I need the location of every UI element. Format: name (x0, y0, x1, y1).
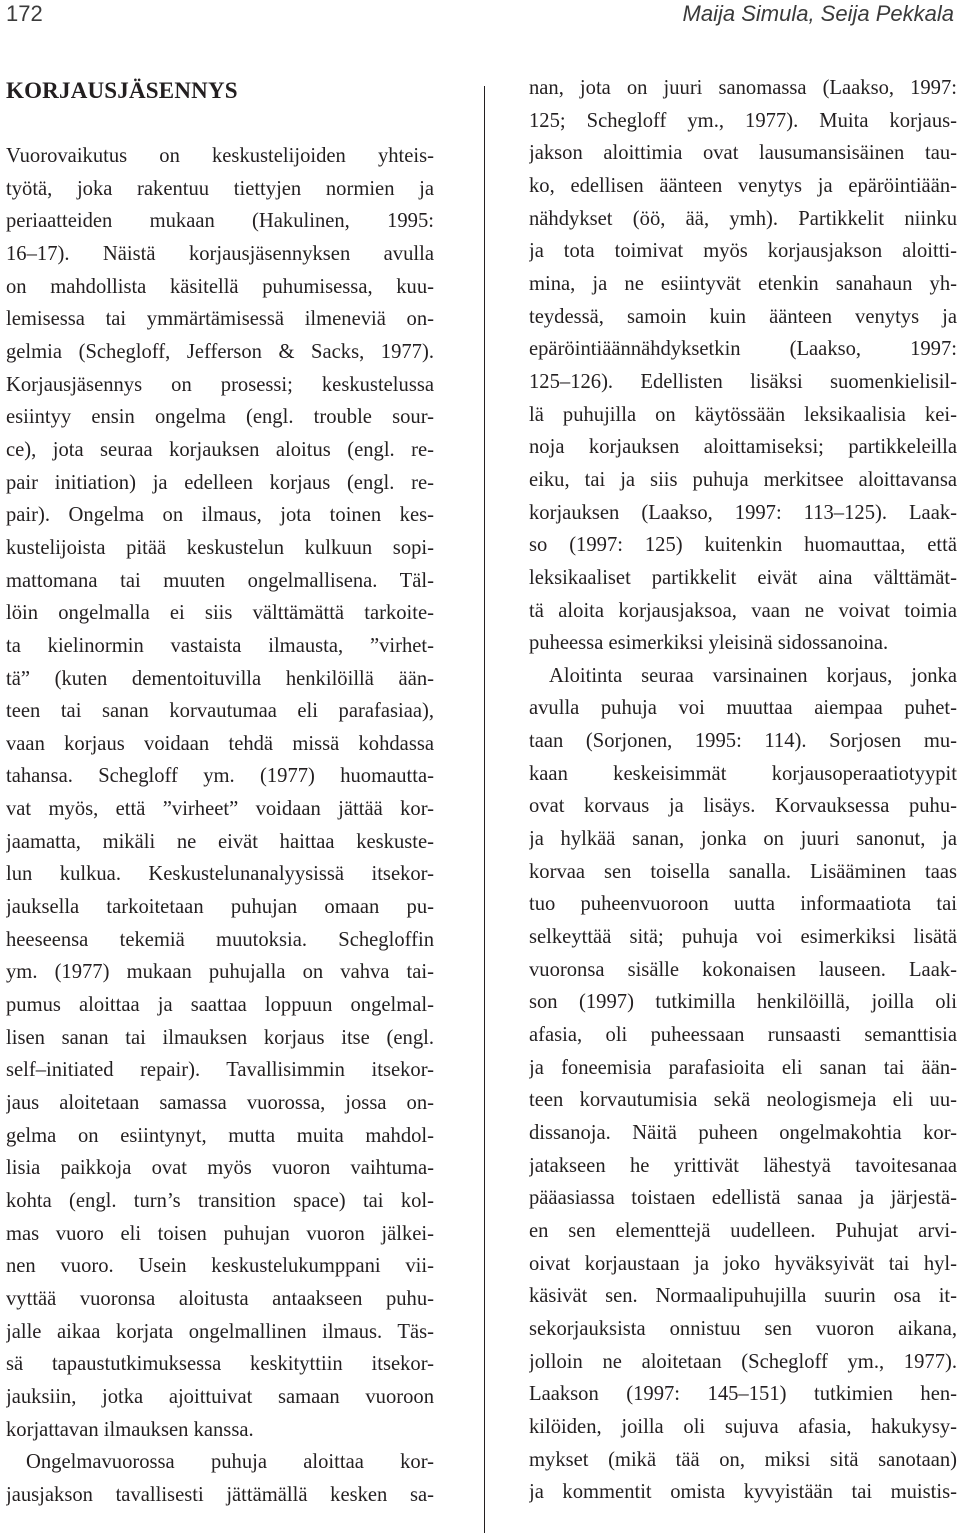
text-line: korjattavan ilmauksen kanssa. (6, 1418, 254, 1441)
text-line: avulla puhuja voi muuttaa aiempaa puhet- (529, 697, 957, 720)
text-line: kaan keskeisimmät korjausoperaatiotyypit (529, 762, 957, 785)
text-line: afasia, oli puheessaan runsaasti semanttisia (529, 1024, 957, 1047)
text-line: Aloitinta seuraa varsinainen korjaus, jonka (549, 664, 957, 687)
text-line: kustelijoista pitää keskustelun kulkuun sopi- (6, 536, 434, 559)
text-line: nähdykset (öö, ää, ymh). Partikkelit niinku (529, 207, 957, 230)
text-line: mattomana tai muuten ongelmallisena. Täl- (6, 569, 434, 592)
text-line: jausjakson tavallisesti jättämällä kesken sa- (6, 1483, 434, 1506)
text-line: Laakson (1997: 145–151) tutkimien hen- (529, 1383, 957, 1406)
text-line: ja foneemisia parafasioita eli sanan tai ään- (529, 1056, 957, 1079)
text-line: eiku, tai ja siis puhuja merkitsee aloittavansa (529, 468, 957, 491)
text-line: esiintyy ensin ongelma (engl. trouble sour- (6, 406, 434, 429)
text-line: self–initiated repair). Tavallisimmin itsekor- (6, 1059, 434, 1082)
text-line: tuo puheenvuoroon uutta informaatiota tai (529, 893, 957, 916)
text-line: ja hylkää sanan, jonka on juuri sanonut, ja (529, 828, 957, 851)
text-line: ovat korvaus ja lisäys. Korvauksessa puhu- (529, 795, 957, 818)
text-line: on mahdollista käsitellä puhumisessa, kuu- (6, 275, 434, 298)
text-line: mina, ja ne esiintyvät etenkin sanahaun yh- (529, 272, 957, 295)
text-line: periaatteiden mukaan (Hakulinen, 1995: (6, 210, 434, 233)
text-line: jolloin ne aloitetaan (Schegloff ym., 1977). (529, 1350, 957, 1373)
text-line: ta kielinormin vastaista ilmausta, ”virhet- (6, 634, 434, 657)
text-line: teen korvautumisia sekä neologismeja eli uu- (529, 1089, 957, 1112)
text-line: 16–17). Näistä korjausjäsennyksen avulla (6, 242, 434, 265)
text-line: korjauksen (Laakso, 1997: 113–125). Laak- (529, 501, 957, 524)
text-line: gelmia (Schegloff, Jefferson & Sacks, 1977). (6, 340, 434, 363)
text-line: ym. (1977) mukaan puhujalla on vahva tai- (6, 961, 434, 984)
text-line: Korjausjäsennys on prosessi; keskustelussa (6, 373, 434, 396)
text-line: löin ongelmalla ei siis välttämättä tarkoite- (6, 602, 434, 625)
text-line: son (1997) tutkimilla henkilöillä, joilla oli (529, 991, 957, 1014)
right-column (529, 72, 957, 1509)
text-line: vaan korjaus voidaan tehdä missä kohdassa (6, 732, 434, 755)
text-line: vyttää vuoronsa aloitusta antaakseen puhu- (6, 1287, 434, 1310)
text-line: epäröintiäännähdyksetkin (Laakso, 1997: (529, 338, 957, 361)
text-line: mas vuoro eli toisen puhujan vuoron jälkei- (6, 1222, 434, 1245)
text-line: vuoronsa sisälle kokonaisen lauseen. Laak- (529, 958, 957, 981)
text-line: sekorjauksista onnistuu sen vuoron aikana, (529, 1317, 957, 1340)
text-line: lisen sanan tai ilmauksen korjaus itse (engl. (6, 1026, 434, 1049)
text-line: tahansa. Schegloff ym. (1977) huomautta- (6, 765, 434, 788)
text-line: taan (Sorjonen, 1995: 114). Sorjosen mu- (529, 730, 957, 753)
text-line: lisia paikkoja ovat myös vuoron vaihtuma- (6, 1157, 434, 1180)
text-line: ja kommentit omista kyvyistään tai muistis- (529, 1481, 957, 1504)
text-line: en sen elementtejä uudelleen. Puhujat arvi- (529, 1219, 957, 1242)
text-line: pääasiassa toistaen edellistä sanaa ja järjestä- (529, 1187, 957, 1210)
text-line: 125–126). Edellisten lisäksi suomenkielisil- (529, 370, 957, 393)
text-line: työtä, joka rakentuu tiettyjen normien ja (6, 177, 434, 200)
text-line: tä” (kuten dementoituvilla henkilöillä ään- (6, 667, 434, 690)
text-line: Ongelmavuorossa puhuja aloittaa kor- (26, 1451, 434, 1474)
text-line: heeseensa tekemiä muutoksia. Schegloffin (6, 928, 434, 951)
text-line: teen tai sanan korvautumaa eli parafasiaa), (6, 700, 434, 723)
text-line: so (1997: 125) kuitenkin huomauttaa, että (529, 534, 957, 557)
text-line: oivat korjaustaan ja joko hyväksyivät tai hyl- (529, 1252, 957, 1275)
text-line: Vuorovaikutus on keskustelijoiden yhteis- (6, 145, 434, 167)
text-line: 125; Schegloff ym., 1977). Muita korjaus- (529, 109, 957, 132)
text-line: dissanoja. Näitä puheen ongelmakohtia kor- (529, 1122, 957, 1144)
text-line: ja tota toimivat myös korjausjakson aloitti- (529, 240, 957, 263)
text-line: jalle aikaa korjata ongelmallinen ilmaus. Täs- (6, 1320, 434, 1343)
text-line: pair initiation) ja edelleen korjaus (engl. re- (6, 471, 434, 494)
text-line: ce), jota seuraa korjauksen aloitus (engl. re- (6, 438, 434, 461)
page-number: 172 (6, 1, 43, 26)
text-line: sä tapaustutkimuksessa keskityttiin itsekor- (6, 1353, 434, 1376)
text-line: ko, edellisen äänteen venytys ja epäröintiään- (529, 174, 957, 197)
text-line: leksikaaliset partikkelit eivät aina välttämät- (529, 566, 957, 589)
text-line: pair). Ongelma on ilmaus, jota toinen kes- (6, 504, 434, 527)
text-line: nan, jota on juuri sanomassa (Laakso, 1997: (529, 77, 957, 99)
text-line: korvaa sen toisella sanalla. Lisääminen taas (529, 860, 957, 883)
text-line: kohta (engl. turn’s transition space) tai kol- (6, 1190, 434, 1212)
text-line: jakson aloittimia ovat lausumansisäinen tau- (529, 142, 957, 165)
running-head: Maija Simula, Seija Pekkala (682, 1, 954, 26)
text-line: lun kulkua. Keskustelunanalyysissä itsekor- (6, 863, 434, 886)
text-line: tä aloita korjausjaksoa, vaan ne voivat toimia (529, 599, 957, 622)
text-line: teydessä, samoin kuin äänteen venytys ja (529, 305, 957, 328)
text-line: jaamatta, mikäli ne eivät haittaa keskuste- (6, 830, 434, 853)
left-column (6, 140, 434, 1512)
text-line: puheessa esimerkiksi yleisinä sidossanoina. (529, 632, 889, 655)
text-line: jaus aloitetaan samassa vuorossa, jossa on- (6, 1092, 434, 1115)
text-line: noja korjauksen aloittamiseksi; partikkeleilla (529, 436, 957, 459)
text-line: gelma on esiintynyt, mutta muita mahdol- (6, 1124, 434, 1147)
text-line: lemisessa tai ymmärtämisessä ilmeneviä on- (6, 308, 434, 331)
text-line: lä puhujilla on käytössään leksikaalisia kei- (529, 403, 957, 426)
text-line: selkeyttää sitä; puhuja voi esimerkiksi lisätä (529, 926, 957, 949)
text-line: kilöiden, joilla oli sujuva afasia, hakukysy- (529, 1415, 957, 1438)
text-line: käsivät sen. Normaalipuhujilla suurin osa it- (529, 1285, 957, 1308)
text-line: pumus aloittaa ja saattaa loppuun ongelmal- (6, 994, 434, 1017)
text-line: jatakseen he yrittivät lähestyä tavoitesanaa (529, 1154, 957, 1177)
text-line: jauksiin, jotka ajoittuivat samaan vuoroon (6, 1385, 434, 1408)
text-line: mykset (mikä tää on, miksi sitä sanotaan) (529, 1448, 957, 1471)
text-line: jauksella tarkoitetaan puhujan omaan pu- (6, 896, 434, 919)
section-heading: KORJAUSJÄSENNYS (6, 78, 238, 103)
column-divider (484, 86, 485, 1533)
text-line: vat myös, että ”virheet” voidaan jättää kor- (6, 798, 434, 821)
text-line: nen vuoro. Usein keskustelukumppani vii- (6, 1255, 434, 1278)
